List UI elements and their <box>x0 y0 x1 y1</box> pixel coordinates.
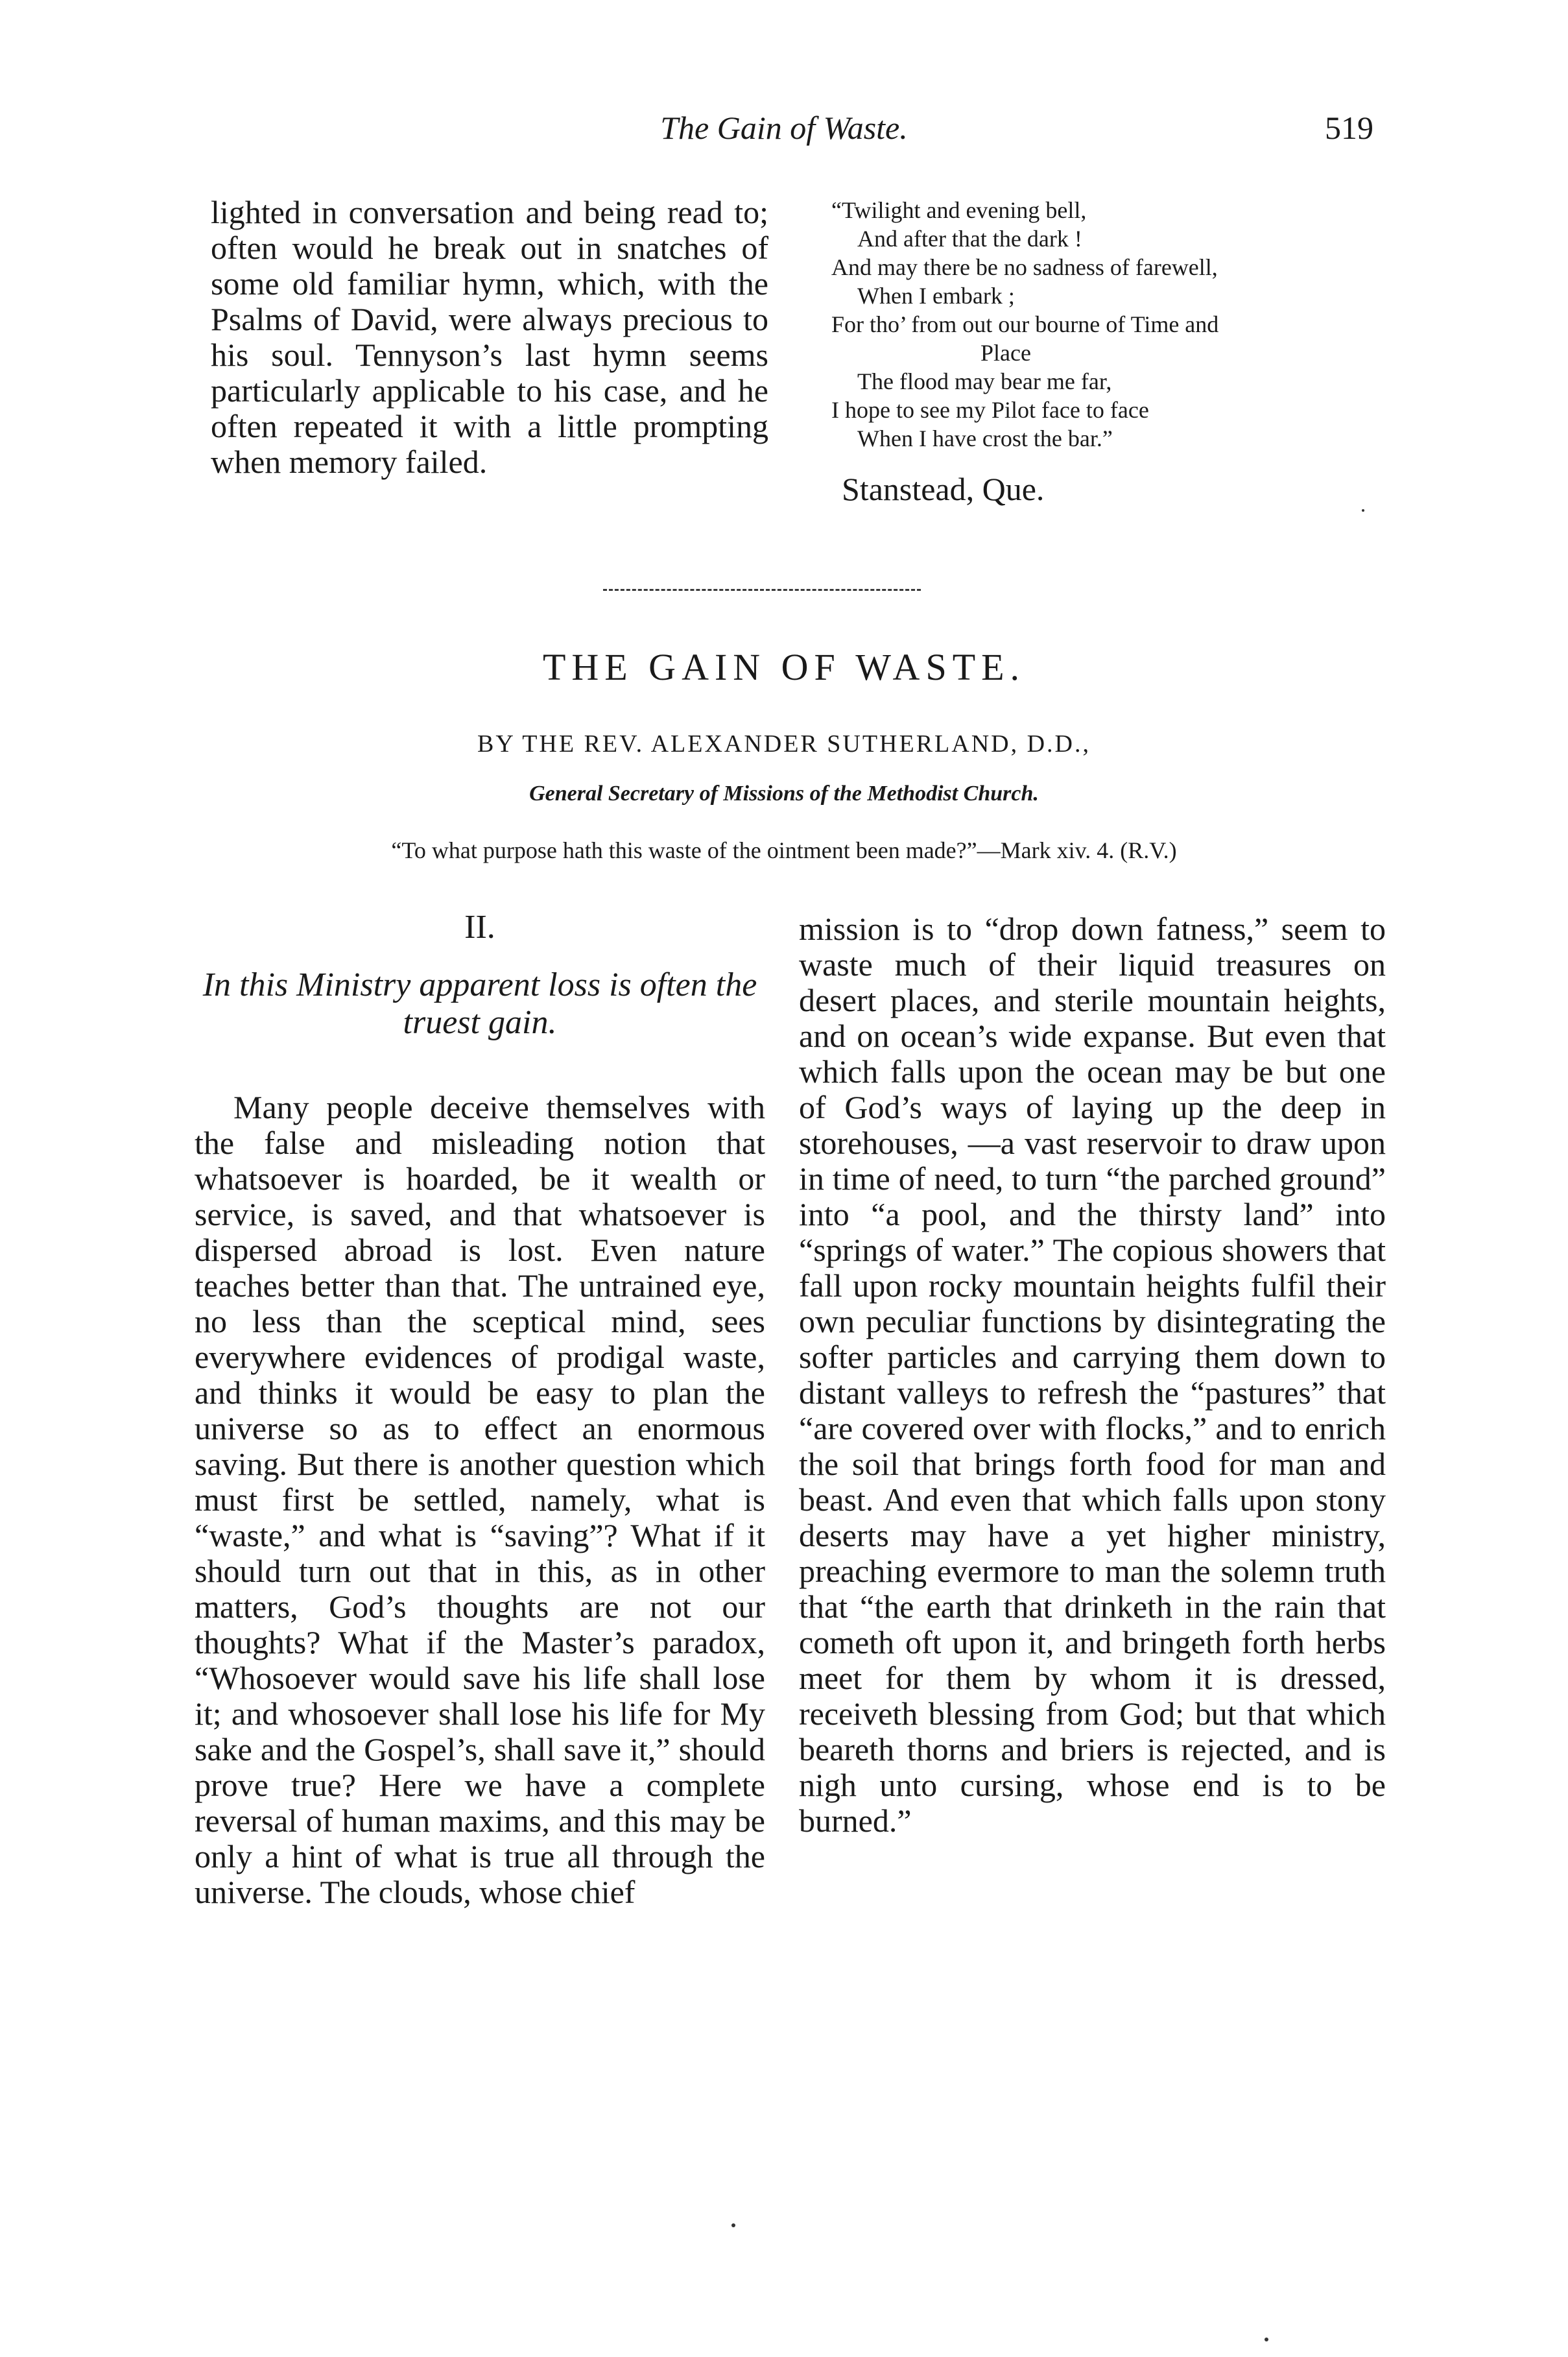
section-divider <box>603 589 921 591</box>
scripture-epigraph: “To what purpose hath this waste of the ointment been made?”—Mark xiv. 4. (R.V.) <box>391 837 1177 863</box>
print-speck <box>1265 2338 1268 2341</box>
place-signoff: Stanstead, Que. <box>842 471 1045 507</box>
section-subtitle: In this Ministry apparent loss is often the truest gain. <box>202 966 757 1041</box>
poem-line: For tho’ from out our bourne of Time and <box>831 311 1219 337</box>
page-number: 519 <box>1325 110 1373 146</box>
poem-line: I hope to see my Pilot face to face <box>831 397 1149 423</box>
poem-line: The flood may bear me far, <box>857 368 1112 394</box>
print-speck <box>731 2223 735 2227</box>
poem-line: When I embark ; <box>857 283 1015 309</box>
print-speck <box>1362 509 1364 512</box>
poem-line: When I have crost the bar.” <box>857 425 1113 451</box>
body-column-left <box>195 1090 765 1910</box>
section-number: II. <box>464 909 495 946</box>
poem-line: Place <box>980 340 1031 366</box>
tennyson-hymn-quote <box>799 196 1396 453</box>
author-affiliation: General Secretary of Missions of the Methodist Church. <box>529 782 1039 806</box>
previous-article-ending <box>211 195 768 480</box>
body-column-right <box>799 911 1386 1839</box>
author-byline: BY THE REV. ALEXANDER SUTHERLAND, D.D., <box>477 730 1091 758</box>
body-paragraph: Many people deceive themselves with the false and misleading notion that whatsoever is hoarded, be it wealth or service, is saved, and that whatsoever is dispersed abroad is lost. Even nature teaches better than that. The untrained eye, no less than the sceptical mind, sees everywhere evidences of prodigal waste, and thinks it would be easy to plan the universe so as to effect an enormous saving. But there is another question which must first be settled, namely, what is “waste,” and what is “saving”? What if it should turn out that in this, as in other matters, God’s thoughts are not our thoughts? What if the Master’s paradox, “Whosoever would save his life shall lose it; and whosoever shall lose his life for My sake and the Gospel’s, shall save it,” should prove true? Here we have a complete reversal of human maxims, and this may be only a hint of what is true all through the universe. The clouds, whose chief <box>195 1089 765 1910</box>
running-head <box>0 109 1568 154</box>
poem-line: And after that the dark ! <box>857 226 1082 252</box>
article-title: THE GAIN OF WASTE. <box>542 646 1026 688</box>
poem-line: And may there be no sadness of farewell, <box>831 254 1218 280</box>
body-paragraph: mission is to “drop down fatness,” seem to waste much of their liquid treasures on desert places, and sterile mountain heights, and on ocean’s wide expanse. But even that which falls upon the ocean may be but one of God’s ways of laying up the deep in storehouses, —a vast reservoir to draw upon in time of need, to turn “the parched ground” into “a pool, and the thirsty land” into “springs of water.” The copious showers that fall upon rocky mountain heights fulfil their own peculiar functions by disintegrating the softer particles and carrying them down to distant valleys to refresh the “pastures” that “are covered over with flocks,” and to enrich the soil that brings forth food for man and beast. And even that which falls upon stony deserts may have a yet higher ministry, preaching evermore to man the solemn truth that “the earth that drinketh in the rain that cometh oft upon it, and bringeth forth herbs meet for them by whom it is dressed, receiveth blessing from God; but that which beareth thorns and briers is rejected, and is nigh unto cursing, whose end is to be burned.” <box>799 911 1386 1839</box>
previous-article-paragraph: lighted in conversation and being read to; often would he break out in snatches of some old familiar hymn, which, with the Psalms of David, were always precious to his soul. Tennyson’s last hymn seems particularly applicable to his case, and he often repeated it with a little prompting when memory failed. <box>211 194 768 480</box>
running-title: The Gain of Waste. <box>660 110 908 146</box>
poem-line: “Twilight and evening bell, <box>831 197 1087 223</box>
